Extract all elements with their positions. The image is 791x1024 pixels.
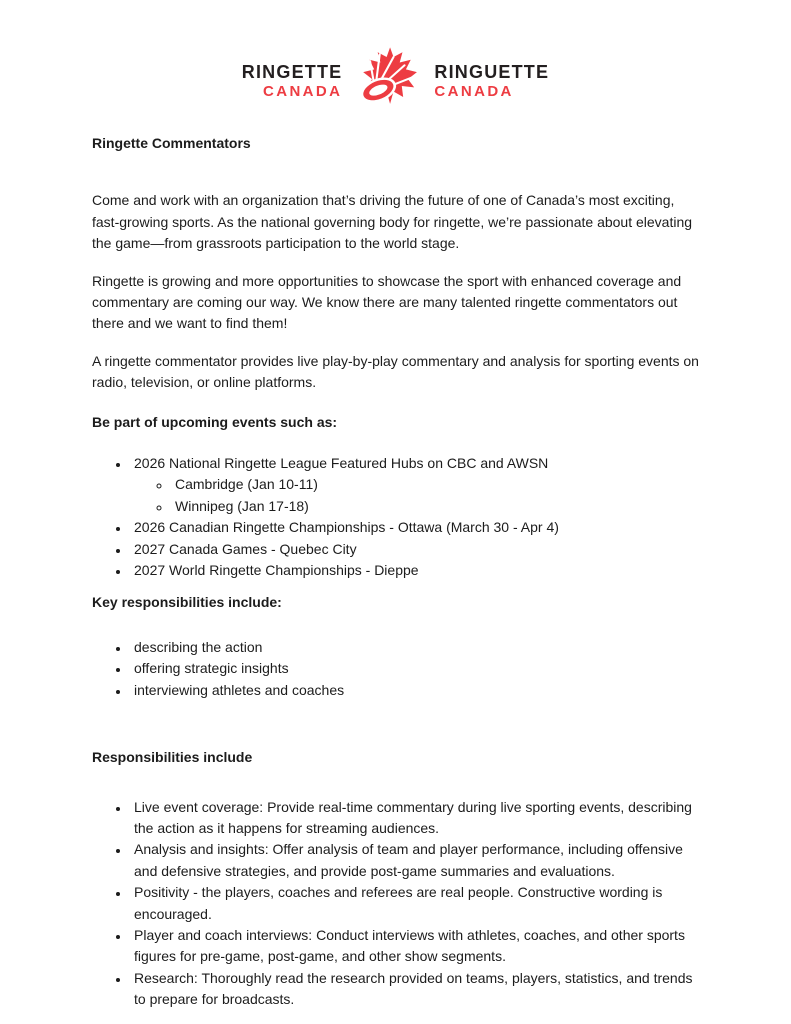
list-item (130, 560, 702, 581)
logo-subtitle-french: CANADA (434, 83, 514, 101)
logo-subtitle-english: CANADA (262, 83, 343, 101)
page-title: Ringette Commentators (92, 135, 251, 151)
list-item-text: Winnipeg (Jan 17-18) (175, 497, 309, 514)
logo-wordmark-french (434, 46, 549, 100)
events-list (92, 453, 702, 581)
ringette-canada-logo (0, 0, 791, 108)
list-item-text: describing the action (134, 638, 263, 655)
section-heading: Responsibilities include (92, 749, 253, 766)
logo-title-french: RINGUETTE (434, 62, 550, 82)
section-key-responsibilities (92, 592, 702, 702)
list-item-text: Research: Thoroughly read the research provided on teams, players, statistics, and trends to prepare for broadcasts. (134, 969, 693, 1008)
list-item (130, 453, 702, 517)
document-content (92, 133, 702, 1011)
logo-wordmark-english (242, 46, 343, 100)
list-item (171, 474, 702, 495)
list-item (130, 680, 702, 701)
list-item (130, 637, 702, 658)
list-item-text: 2026 National Ringette League Featured Hubs on CBC and AWSN (134, 455, 549, 472)
list-item-text: offering strategic insights (134, 660, 289, 677)
section-upcoming-events (92, 412, 702, 582)
intro-paragraph: A ringette commentator provides live play-by-play commentary and analysis for sporting events on radio, television, or online platforms. (92, 352, 699, 391)
list-item-text: 2026 Canadian Ringette Championships - Ottawa (March 30 - Apr 4) (134, 519, 559, 536)
list-item (130, 839, 702, 882)
responsibilities-list (92, 797, 702, 1011)
key-responsibilities-list (92, 637, 702, 701)
list-item (130, 517, 702, 538)
list-item (130, 968, 702, 1011)
list-item (130, 658, 702, 679)
list-item-text: Analysis and insights: Offer analysis of team and player performance, including offensive and defensive strategies, and provide post-game summaries and evaluations. (134, 841, 683, 879)
section-responsibilities (92, 747, 702, 1010)
logo-title-english: RINGETTE (241, 62, 343, 82)
section-heading: Key responsibilities include: (92, 593, 282, 610)
list-item-text: interviewing athletes and coaches (134, 681, 345, 698)
list-item-text: 2027 Canada Games - Quebec City (134, 540, 357, 557)
list-item-text: Player and coach interviews: Conduct interviews with athletes, coaches, and other sports figures for pre-game, post-game, and other show segments. (134, 926, 685, 965)
list-item-text: Cambridge (Jan 10-11) (175, 476, 318, 493)
list-item (130, 882, 702, 925)
list-item (130, 797, 702, 840)
list-item (130, 925, 702, 968)
list-item (171, 496, 702, 517)
intro-paragraph: Ringette is growing and more opportunities to showcase the sport with enhanced coverage and commentary are coming our way. We know there are many talented ringette commentators out there and we want to find them! (92, 272, 682, 332)
list-item-text: 2027 World Ringette Championships - Dieppe (134, 562, 419, 579)
intro-paragraph: Come and work with an organization that’s driving the future of one of Canada’s most exciting, fast-growing sports. As the national governing body for ringette, we’re passionate about elevating the game—from grassroots participation to the world stage. (92, 192, 693, 252)
events-sublist (134, 474, 702, 517)
maple-leaf-ring-icon (351, 46, 425, 108)
list-item-text: Live event coverage: Provide real-time commentary during live sporting events, describing the action as it happens for streaming audiences. (134, 798, 692, 836)
list-item (130, 539, 702, 560)
section-heading: Be part of upcoming events such as: (92, 413, 338, 430)
list-item-text: Positivity - the players, coaches and referees are real people. Constructive wording is encouraged. (134, 884, 663, 922)
